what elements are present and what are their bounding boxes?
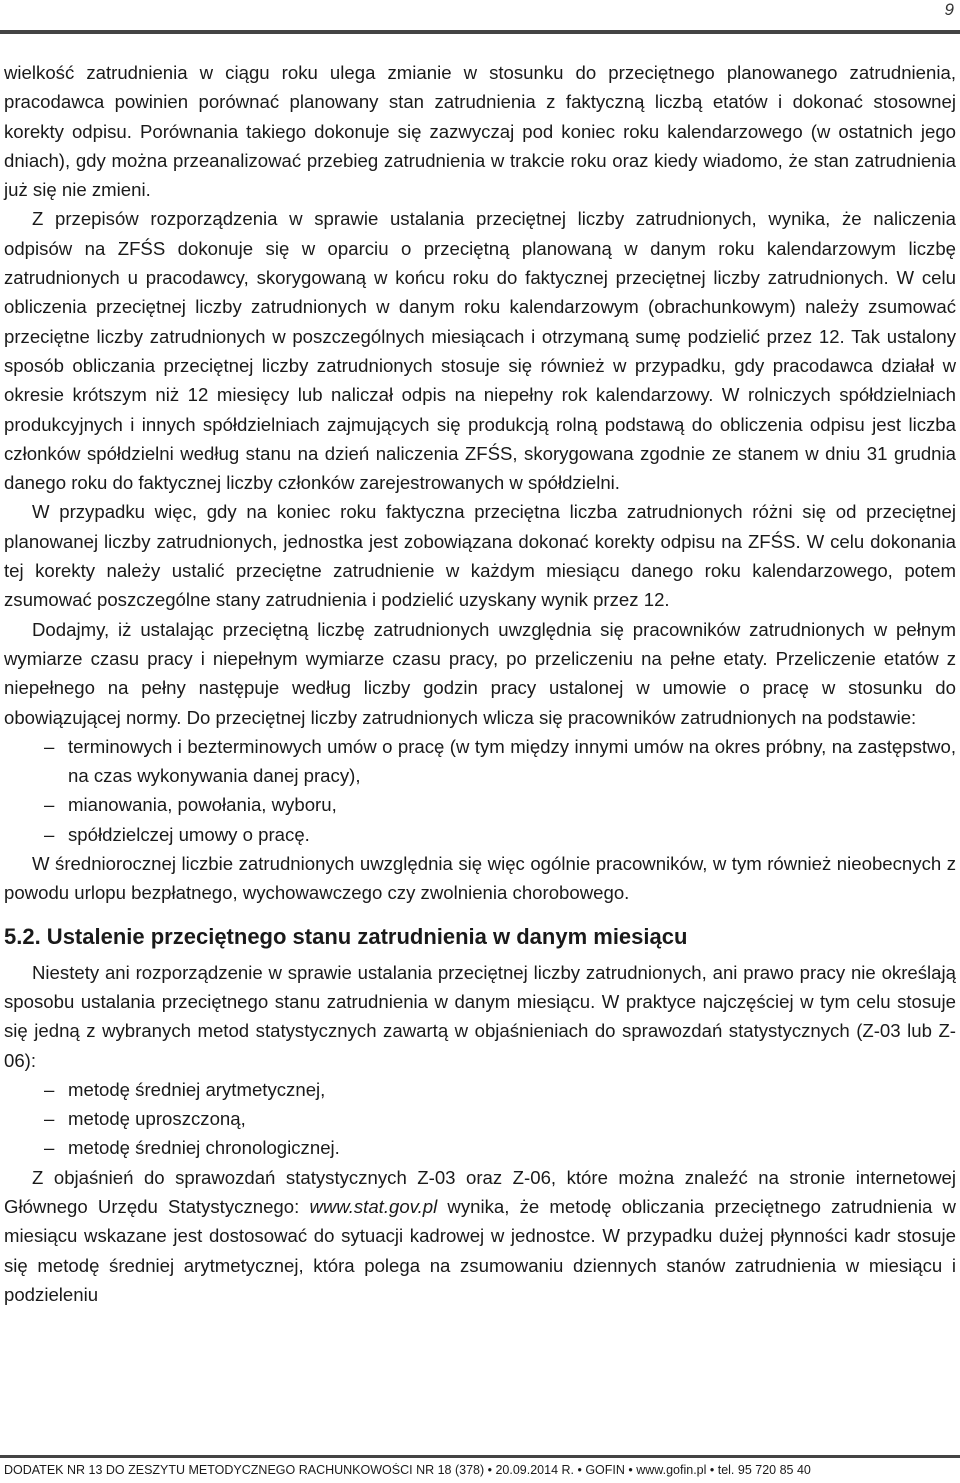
dash-bullet: – — [44, 823, 55, 845]
dash-bullet: – — [44, 1078, 55, 1100]
page-number: 9 — [944, 0, 954, 19]
paragraph-7-text-end: wynika, że metodę obliczania przeciętnego zatrudnienia w miesiącu wskazane jest dostosować do sytuacji kadrowej w jednostce. W przypadku dużej płynności kadr stosuje się metodę średniej arytmetycznej, która polega na zsumowaniu dziennych stanów zatrudnienia w miesiącu i podzieleniu — [4, 1195, 956, 1305]
list-item-text: spółdzielczej umowy o pracę. — [68, 823, 310, 845]
bottom-rule — [0, 1455, 960, 1458]
paragraph-7-text-start: Z objaśnień do sprawozdań statystycznych Z-03 oraz Z-06, które można znaleźć na stronie internetowej Głównego Urzędu Statystycznego: — [4, 1166, 956, 1217]
dash-bullet: – — [44, 735, 55, 757]
dash-bullet: – — [44, 1108, 55, 1130]
list-item-text: mianowania, powołania, wyboru, — [68, 794, 337, 816]
gus-website-link[interactable]: www.stat.gov.pl — [309, 1195, 438, 1217]
footer: DODATEK NR 13 DO ZESZYTU METODYCZNEGO RACHUNKOWOŚCI NR 18 (378) • 20.09.2014 R. • GOFIN • www.gofin.pl • tel. 95 720 85 40 — [4, 1463, 811, 1477]
paragraph-5: W średniorocznej liczbie zatrudnionych uwzględnia się więc ogólnie pracowników, w tym również nieobecnych z powodu urlopu bezpłatnego, wychowawczego czy zwolnienia chorobowego. — [4, 853, 956, 904]
list-item — [4, 790, 956, 819]
list-item-text: metodę uproszczoną, — [68, 1108, 246, 1130]
list-item — [4, 1104, 956, 1133]
paragraph-2: Z przepisów rozporządzenia w sprawie ustalania przeciętnej liczby zatrudnionych, wynika, że naliczenia odpisów na ZFŚS dokonuje się w oparciu o przeciętną planowaną w danym roku kalendarzowym liczbę zatrudnionych u pracodawcy, skorygowaną w końcu roku do faktycznej przeciętnej liczby zatrudnionych. W celu obliczenia przeciętnej liczby zatrudnionych w danym roku kalendarzowym (obrachunkowym) należy zsumować przeciętne liczby zatrudnionych w poszczególnych miesiącach i otrzymaną sumę podzielić przez 12. Tak ustalony sposób obliczania przeciętnej liczby zatrudnionych stosuje się również w przypadku, gdy pracodawca działał w okresie krótszym niż 12 miesięcy lub naliczał odpis na niepełny rok kalendarzowy. W rolniczych spółdzielniach produkcyjnych i innych spółdzielniach zajmujących się produkcją rolną podstawą do obliczenia odpisu jest liczba członków spółdzielni według stanu na dzień naliczenia ZFŚS, skorygowana zgodnie ze stanem w dniu 31 grudnia danego roku do faktycznej liczby członków zarejestrowanych w spółdzielni. — [4, 208, 956, 494]
section-heading: 5.2. Ustalenie przeciętnego stanu zatrudnienia w danym miesiącu — [4, 923, 688, 949]
top-rule — [0, 30, 960, 34]
list-item — [4, 732, 956, 791]
paragraph-6: Niestety ani rozporządzenie w sprawie ustalania przeciętnej liczby zatrudnionych, ani prawo pracy nie określają sposobu ustalania przeciętnego stanu zatrudnienia w danym miesiącu. W praktyce najczęściej w tym celu stosuje się jedną z wybranych metod statystycznych zawartą w objaśnieniach do sprawozdań statystycznych (Z-03 lub Z-06): — [4, 961, 956, 1071]
paragraph-3: W przypadku więc, gdy na koniec roku faktyczna przeciętna liczba zatrudnionych różni się od przeciętnej planowanej liczby zatrudnionych, jednostka jest zobowiązana dokonać korekty odpisu na ZFŚS. W celu dokonania tej korekty należy ustalić przeciętne zatrudnienie w każdym miesiącu danego roku kalendarzowego, potem zsumować poszczególne stany zatrudnienia i podzielić uzyskany wynik przez 12. — [4, 501, 956, 611]
dash-bullet: – — [44, 1137, 55, 1159]
list-item — [4, 1133, 956, 1162]
employment-basis-list — [4, 732, 956, 849]
methods-list — [4, 1075, 956, 1163]
paragraph-1: wielkość zatrudnienia w ciągu roku ulega zmianie w stosunku do przeciętnego planowanego zatrudnienia, pracodawca powinien porównać planowany stan zatrudnienia z faktyczną liczbą etatów i dokonać stosownej korekty odpisu. Porównania takiego dokonuje się zazwyczaj pod koniec roku kalendarzowego (w ostatnich jego dniach), gdy można przeanalizować przebieg zatrudnienia w trakcie roku oraz kiedy wiadomo, że stan zatrudnienia już się nie zmieni. — [4, 62, 956, 201]
dash-bullet: – — [44, 794, 55, 816]
list-item-text: terminowych i bezterminowych umów o pracę (w tym między innymi umów na okres próbny, na zastępstwo, na czas wykonywania danej pracy), — [68, 735, 956, 787]
paragraph-4: Dodajmy, iż ustalając przeciętną liczbę zatrudnionych uwzględnia się pracowników zatrudnionych w pełnym wymiarze czasu pracy i niepełnym wymiarze czasu pracy, po przeliczeniu na pełne etaty. Przeliczenie etatów z niepełnego na pełny następuje według liczby godzin pracy ustalonej w umowie o pracę w stosunku do obowiązującej normy. Do przeciętnej liczby zatrudnionych wlicza się pracowników zatrudnionych na podstawie: — [4, 618, 956, 728]
page-content — [4, 58, 956, 1309]
list-item-text: metodę średniej chronologicznej. — [68, 1137, 340, 1159]
paragraph-7 — [4, 1163, 956, 1309]
list-item — [4, 1075, 956, 1104]
list-item-text: metodę średniej arytmetycznej, — [68, 1078, 326, 1100]
list-item — [4, 820, 956, 849]
